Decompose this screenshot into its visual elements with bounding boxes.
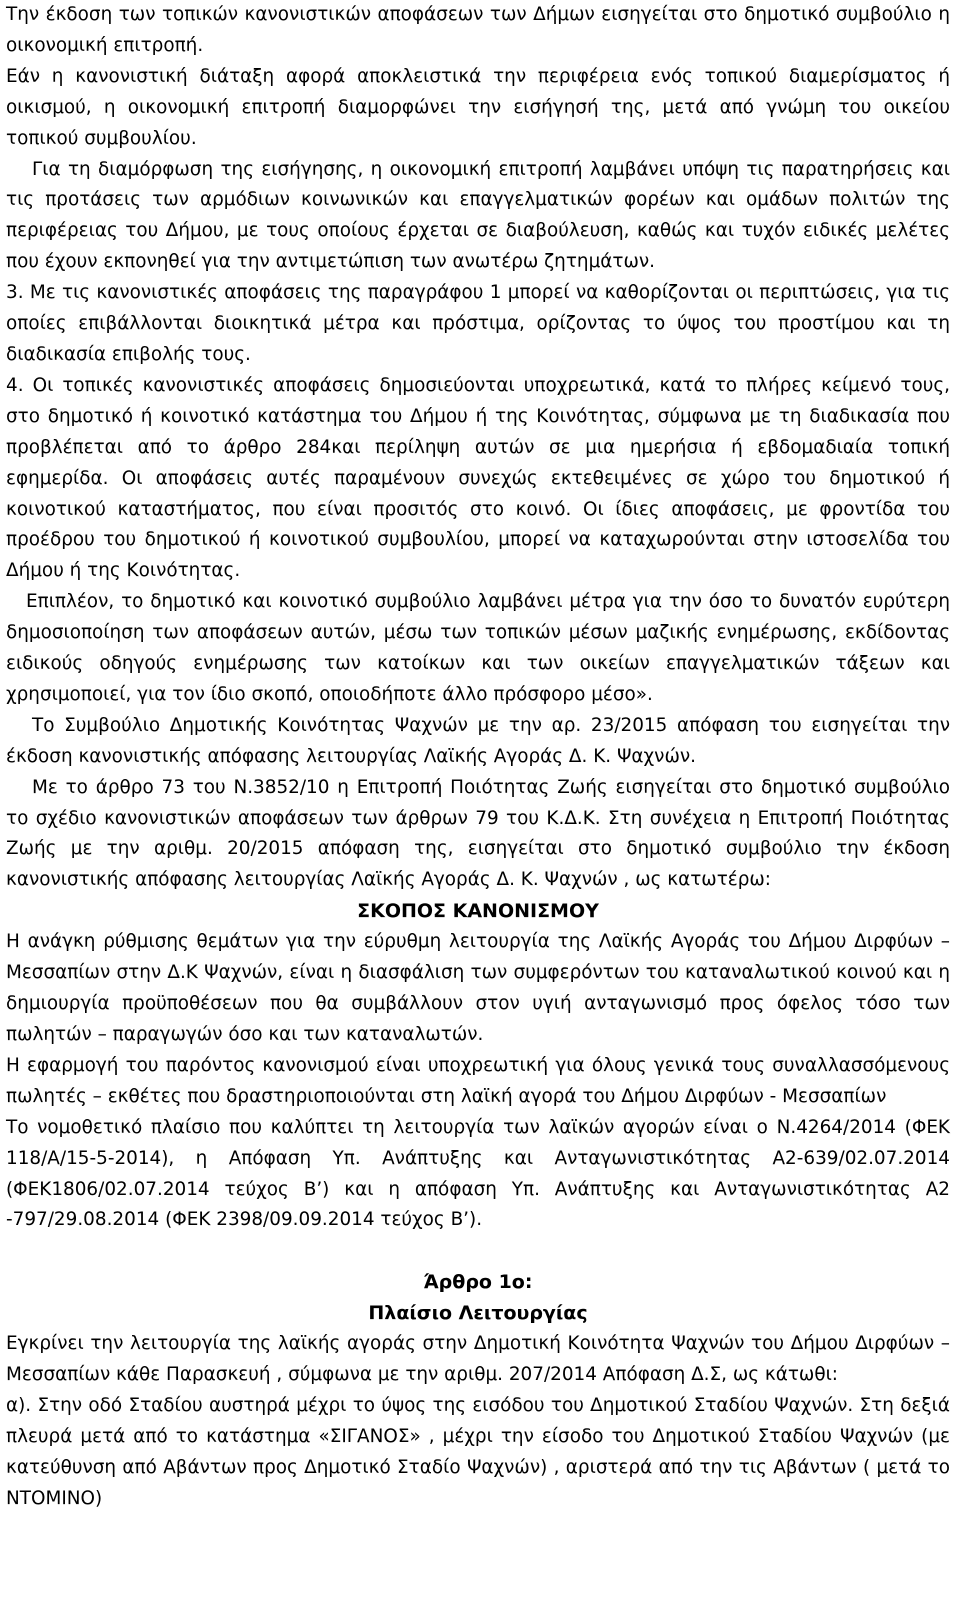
paragraph-local-district: Εάν η κανονιστική διάταξη αφορά αποκλειστικά την περιφέρεια ενός τοπικού διαμερίσματος ή οικισμού, η οικονομική επιτροπή διαμορφώνει την εισήγησή της, μετά από γνώμη του οικείου τοπικού συμβουλίου.	[6, 65, 950, 149]
paragraph-issuance: Την έκδοση των τοπικών κανονιστικών αποφάσεων των Δήμων εισηγείται στο δημοτικό συμβούλιο η οικονομική επιτροπή.	[6, 4, 950, 56]
paragraph-consultation: Για τη διαμόρφωση της εισήγησης, η οικονομική επιτροπή λαμβάνει υπόψη τις παρατηρήσεις και τις προτάσεις των αρμόδιων κοινωνικών και επαγγελματικών φορέων και ομάδων πολιτών της περιφέρειας του Δήμου, με τους οποίους έρχεται σε διαβούλευση, καθώς και τυχόν ειδικές μελέτες που έχουν εκπονηθεί για την αντιμετώπιση των ανωτέρω ζητημάτων.	[6, 158, 950, 273]
paragraph-legal-framework: Το νομοθετικό πλαίσιο που καλύπτει τη λειτουργία των λαϊκών αγορών είναι ο Ν.4264/2014 (ΦΕΚ 118/Α/15-5-2014), η Απόφαση Υπ. Ανάπτυξης και Ανταγωνιστικότητας Α2-639/02.07.2014 (ΦΕΚ1806/02.07.2014 τεύχος Β’) και η απόφαση Υπ. Ανάπτυξης και Ανταγωνιστικότητας Α2 -797/29.08.2014 (ΦΕΚ 2398/09.09.2014 τεύχος Β’).	[6, 1116, 950, 1231]
heading-purpose: ΣΚΟΠΟΣ ΚΑΝΟΝΙΣΜΟΥ	[357, 900, 599, 923]
paragraph-3-penalties: 3. Με τις κανονιστικές αποφάσεις της παραγράφου 1 μπορεί να καθορίζονται οι περιπτώσεις, για τις οποίες επιβάλλονται διοικητικά μέτρα και πρόστιμα, ορίζοντας το ύψος του προστίμου και τη διαδικασία επιβολής τους.	[6, 282, 950, 365]
paragraph-approval: Εγκρίνει την λειτουργία της λαϊκής αγοράς στην Δημοτική Κοινότητα Ψαχνών του Δήμου Διρφύων – Μεσσαπίων κάθε Παρασκευή , σύμφωνα με την αριθμ. 207/2014 Απόφαση Δ.Σ, ως κάτωθι:	[6, 1333, 950, 1386]
heading-operation-framework: Πλαίσιο Λειτουργίας	[368, 1302, 588, 1325]
paragraph-location-a: α). Στην οδό Σταδίου αυστηρά μέχρι το ύψος της εισόδου του Δημοτικού Σταδίου Ψαχνών. Στη δεξιά πλευρά μετά από το κατάστημα «ΣΙΓΑΝΟΣ» , μέχρι την είσοδο του Δημοτικού Σταδίου Ψαχνών (με κατεύθυνση από Αβάντων προς Δημοτικό Σταδίο Ψαχνών) , αριστερά από την τις Αβάντων ( μετά το ΝΤΟΜΙΝΟ)	[6, 1395, 950, 1509]
heading-article-1: Άρθρο 1ο:	[423, 1271, 533, 1294]
document-page	[6, 0, 950, 1515]
blank-line	[6, 1236, 950, 1267]
paragraph-application: Η εφαρμογή του παρόντος κανονισμού είναι υποχρεωτική για όλους γενικά τους συναλλασσόμενους πωλητές – εκθέτες που δραστηριοποιούνται στη λαϊκή αγορά του Δήμου Διρφύων - Μεσσαπίων	[6, 1054, 950, 1107]
paragraph-quality-committee: Με το άρθρο 73 του Ν.3852/10 η Επιτροπή Ποιότητας Ζωής εισηγείται στο δημοτικό συμβούλιο το σχέδιο κανονιστικών αποφάσεων των άρθρων 79 του Κ.Δ.Κ. Στη συνέχεια η Επιτροπή Ποιότητας Ζωής με την αριθμ. 20/2015 απόφαση της, εισηγείται στο δημοτικό συμβούλιο την έκδοση κανονιστικής απόφασης λειτουργίας Λαϊκής Αγοράς Δ. Κ. Ψαχνών , ως κατωτέρω:	[6, 776, 950, 891]
paragraph-community-decision: Το Συμβούλιο Δημοτικής Κοινότητας Ψαχνών με την αρ. 23/2015 απόφαση του εισηγείται την έκδοση κανονιστικής απόφασης λειτουργίας Λαϊκής Αγοράς Δ. Κ. Ψαχνών.	[6, 714, 950, 767]
paragraph-purpose: Η ανάγκη ρύθμισης θεμάτων για την εύρυθμη λειτουργία της Λαϊκής Αγοράς του Δήμου Διρφύων – Μεσσαπίων στην Δ.Κ Ψαχνών, είναι η διασφάλιση των συμφερόντων του καταναλωτικού κοινού και η δημιουργία προϋποθέσεων που θα συμβάλλουν στον υγιή ανταγωνισμό προς όφελος τόσο των πωλητών – παραγωγών όσο και των καταναλωτών.	[6, 931, 950, 1045]
paragraph-4-publication: 4. Οι τοπικές κανονιστικές αποφάσεις δημοσιεύονται υποχρεωτικά, κατά το πλήρες κείμενό τους, στο δημοτικό ή κοινοτικό κατάστημα του Δήμου ή της Κοινότητας, σύμφωνα με τη διαδικασία που προβλέπεται από το άρθρο 284και περίληψη αυτών σε μια ημερήσια ή εβδομαδιαία τοπική εφημερίδα. Οι αποφάσεις αυτές παραμένουν συνεχώς εκτεθειμένες σε χώρο του δημοτικού ή κοινοτικού καταστήματος, που είναι προσιτός στο κοινό. Οι ίδιες αποφάσεις, με φροντίδα του προέδρου του δημοτικού ή κοινοτικού συμβουλίου, μπορεί να καταχωρούνται στην ιστοσελίδα του Δήμου ή της Κοινότητας.	[6, 374, 950, 582]
paragraph-publicity: Επιπλέον, το δημοτικό και κοινοτικό συμβούλιο λαμβάνει μέτρα για την όσο το δυνατόν ευρύτερη δημοσιοποίηση των αποφάσεων αυτών, μέσω των τοπικών μέσων μαζικής ενημέρωσης, εκδίδοντας ειδικούς οδηγούς ενημέρωσης των κατοίκων και των οικείων επαγγελματικών τάξεων και χρησιμοποιεί, για τον ίδιο σκοπό, οποιοδήποτε άλλο πρόσφορο μέσο».	[6, 591, 950, 705]
